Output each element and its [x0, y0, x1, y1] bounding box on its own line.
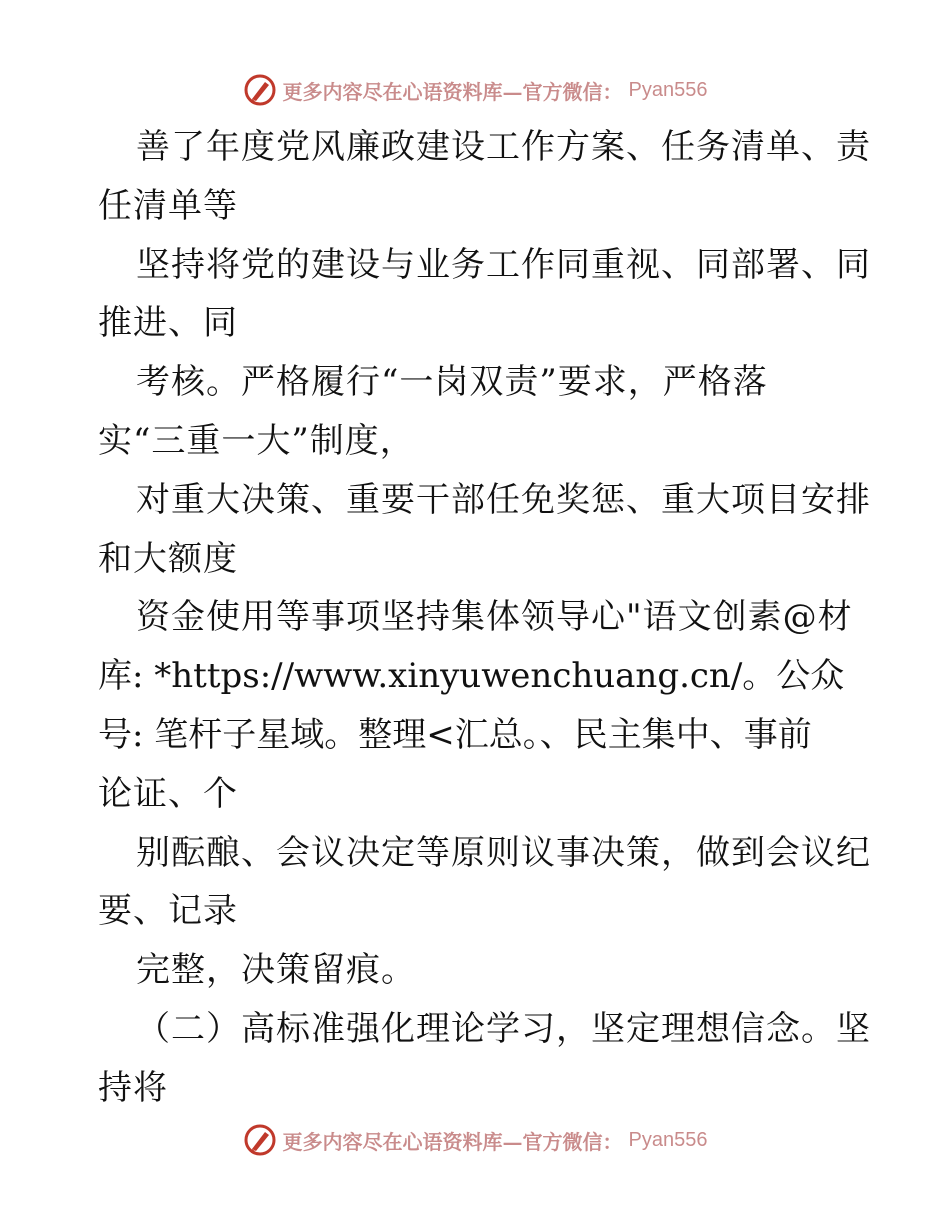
pen-logo-icon: [243, 73, 277, 107]
text-line: 坚持将党的建设与业务工作同重视、同部署、同: [136, 244, 871, 285]
text-line: （二）高标准强化理论学习，坚定理想信念。坚: [136, 1008, 871, 1049]
text-line: 考核。严格履行“一岗双责”要求，严格落: [136, 362, 768, 403]
header-banner-text: 更多内容尽在心语资料库—官方微信：: [282, 79, 623, 104]
text-line: 要、记录: [98, 891, 238, 932]
footer-banner-id: Pyan556: [628, 1128, 708, 1151]
text-line: 持将: [98, 1067, 168, 1108]
text-line: 实“三重一大”制度，: [98, 420, 415, 461]
pen-logo-icon: [243, 1123, 277, 1157]
text-line: 对重大决策、重要干部任免奖惩、重大项目安排: [136, 479, 871, 520]
text-line: 推进、同: [98, 303, 238, 344]
text-line: 论证、个: [98, 773, 238, 814]
text-line: 号: 笔杆子星域。整理<汇总。、民主集中、事前: [98, 714, 812, 755]
footer-banner-text: 更多内容尽在心语资料库—官方微信：: [282, 1129, 623, 1154]
text-line: 善了年度党风廉政建设工作方案、任务清单、责: [136, 127, 871, 167]
text-line: 完整，决策留痕。: [136, 950, 416, 991]
text-line: 任清单等: [98, 185, 238, 226]
text-line: 资金使用等事项坚持集体领导心"语文创素@材: [136, 597, 853, 638]
text-line: 别酝酿、会议决定等原则议事决策，做到会议纪: [136, 832, 871, 873]
text-line: 和大额度: [98, 538, 238, 579]
body-text: [98, 118, 871, 1118]
text-line: 库: *https://www.xinyuwenchuang.cn/。公众: [98, 656, 845, 697]
header-banner: [0, 70, 950, 110]
footer-banner: [0, 1120, 950, 1160]
header-banner-id: Pyan556: [628, 78, 708, 101]
